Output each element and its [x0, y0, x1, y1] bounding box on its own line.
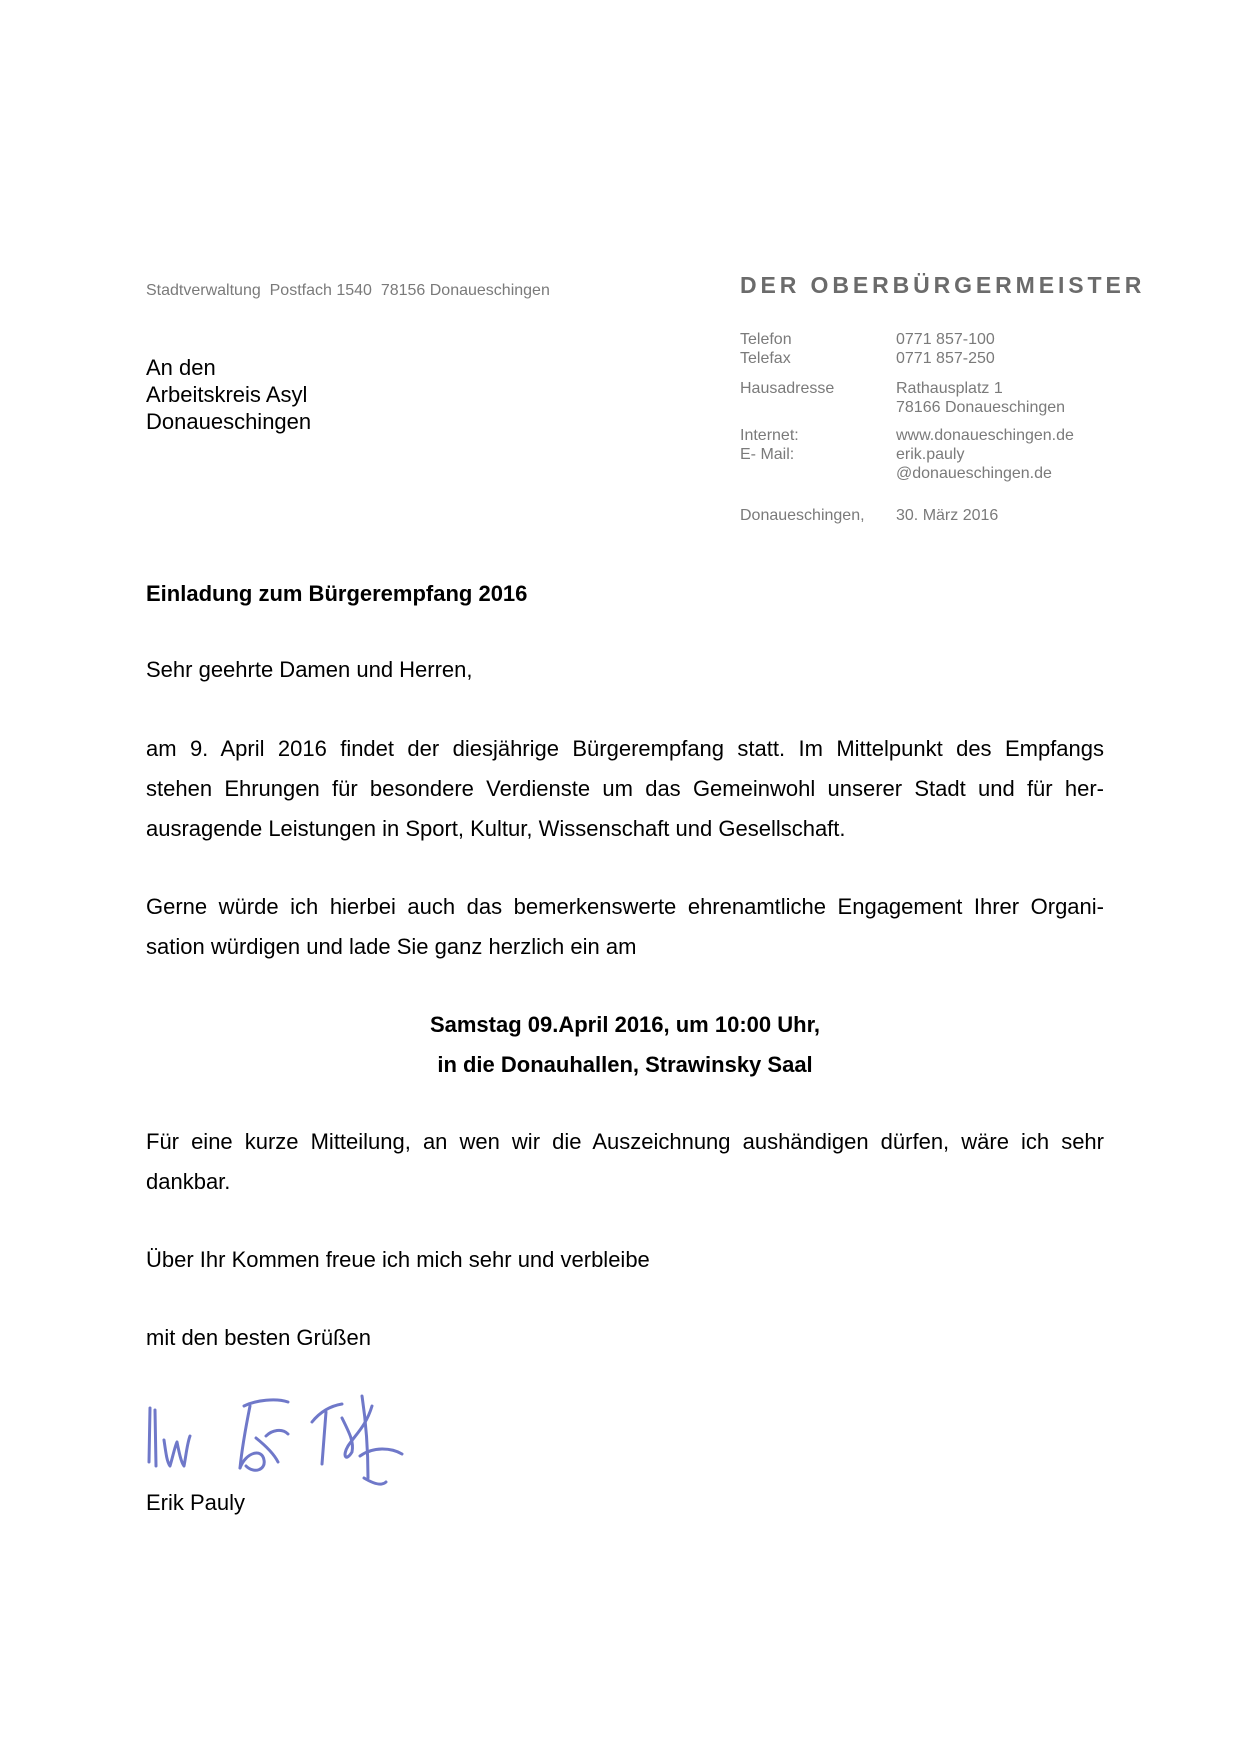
- internet-label: Internet:: [740, 427, 799, 444]
- place-label: Donaueschingen,: [740, 507, 865, 524]
- recipient-line: Donaueschingen: [146, 409, 312, 434]
- closing-text: mit den besten Grüßen: [146, 1325, 372, 1350]
- paragraph-line: sation würdigen und lade Sie ganz herzlich ein am: [146, 934, 637, 959]
- paragraph-1: [146, 729, 1104, 849]
- email-label: E- Mail:: [740, 446, 795, 463]
- address-street: Rathausplatz 1: [896, 380, 1003, 397]
- letter-subject: Einladung zum Bürgerempfang 2016: [146, 581, 528, 606]
- telefax-label: Telefax: [740, 350, 791, 367]
- letterhead-title: DER OBERBÜRGERMEISTER: [740, 272, 1146, 298]
- paragraph-4: [146, 1240, 1104, 1280]
- salutation-text: Sehr geehrte Damen und Herren,: [146, 657, 473, 682]
- recipient-address: [146, 354, 311, 435]
- event-date-time: Samstag 09.April 2016, um 10:00 Uhr,: [429, 1012, 821, 1037]
- signatory-name: Erik Pauly: [146, 1490, 246, 1515]
- address-label: Hausadresse: [740, 380, 835, 397]
- event-details: [146, 1005, 1104, 1085]
- paragraph-line: dankbar.: [146, 1169, 231, 1194]
- paragraph-line: Gerne würde ich hierbei auch das bemerkenswerte ehrenamtliche Engagement Ihrer Organi-: [146, 894, 1104, 919]
- paragraph-line: Für eine kurze Mitteilung, an wen wir die Auszeichnung aushändigen dürfen, wäre ich sehr: [146, 1129, 1104, 1154]
- internet-value: www.donaueschingen.de: [896, 427, 1074, 444]
- sender-return-address: Stadtverwaltung Postfach 1540 78156 Donaueschingen: [146, 282, 550, 299]
- paragraph-line: am 9. April 2016 findet der diesjährige Bürgerempfang statt. Im Mittelpunkt des Empfangs: [146, 736, 1104, 761]
- event-location: in die Donauhallen, Strawinsky Saal: [437, 1052, 813, 1077]
- salutation: [146, 650, 1104, 690]
- telefax-value: 0771 857-250: [896, 350, 995, 367]
- recipient-line: Arbeitskreis Asyl: [146, 382, 308, 407]
- closing: [146, 1318, 1104, 1358]
- email-value-domain: @donaueschingen.de: [896, 465, 1052, 482]
- address-city: 78166 Donaueschingen: [896, 399, 1066, 416]
- paragraph-line: stehen Ehrungen für besondere Verdienste um das Gemeinwohl unserer Stadt und für her-: [146, 776, 1104, 801]
- paragraph-line: ausragende Leistungen in Sport, Kultur, Wissenschaft und Gesellschaft.: [146, 816, 846, 841]
- paragraph-line: Über Ihr Kommen freue ich mich sehr und verbleibe: [146, 1247, 650, 1272]
- recipient-line: An den: [146, 355, 216, 380]
- email-value-local: erik.pauly: [896, 446, 965, 463]
- telefon-value: 0771 857-100: [896, 331, 995, 348]
- paragraph-3: [146, 1122, 1104, 1202]
- letter-date: 30. März 2016: [896, 507, 999, 524]
- paragraph-2: [146, 887, 1104, 967]
- telefon-label: Telefon: [740, 331, 792, 348]
- handwritten-signature: [146, 1382, 436, 1492]
